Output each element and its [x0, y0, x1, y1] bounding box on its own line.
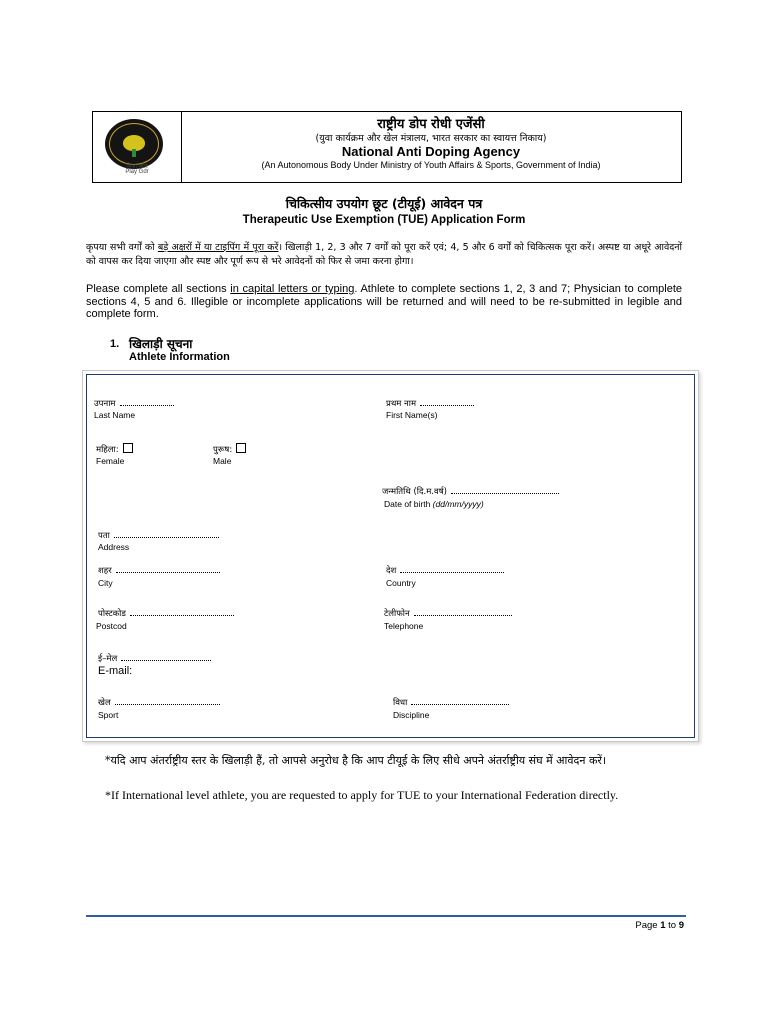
male-checkbox[interactable]: [236, 443, 246, 453]
discipline-field[interactable]: विधा: [393, 697, 509, 708]
city-label: City: [98, 578, 113, 588]
female-checkbox[interactable]: [123, 443, 133, 453]
discipline-label: Discipline: [393, 710, 430, 720]
logo-caption-hi: निजा खेल: [126, 164, 148, 170]
section-number: 1.: [110, 338, 120, 350]
last-name-field[interactable]: उपनाम: [94, 398, 174, 409]
female-label: Female: [96, 456, 125, 466]
international-note-hi: *यदि आप अंतर्राष्ट्रीय स्तर के खिलाड़ी हैं, तो आपसे अनुरोध है कि आप टीयूई के लिए सीधे अपने अंतर्राष्ट्रीय संघ में आवेदन करें।: [105, 754, 607, 767]
postcode-field[interactable]: पोस्टकोड: [98, 608, 234, 619]
international-note-en: *If International level athlete, you are requested to apply for TUE to your International Federation directly.: [105, 788, 619, 802]
form-title-en: Therapeutic Use Exemption (TUE) Application Form: [242, 214, 526, 226]
male-checkbox-row: पुरूष:: [213, 443, 246, 455]
section-title-hi: खिलाड़ी सूचना: [129, 337, 193, 351]
agency-title-en: National Anti Doping Agency: [341, 144, 521, 159]
header-box: [92, 111, 682, 183]
instructions-en-emphasis: in capital letters or typing: [230, 283, 355, 295]
agency-title-hi: राष्ट्रीय डोप रोधी एजेंसी: [377, 117, 485, 132]
sport-label: Sport: [98, 710, 119, 720]
sport-field[interactable]: खेल: [98, 697, 220, 708]
dob-field[interactable]: जन्मतिथि (दि.म.वर्ष): [382, 486, 559, 497]
email-field[interactable]: ई–मेल: [98, 653, 211, 664]
logo-caption-en: Play Gdr: [125, 169, 149, 175]
male-label: Male: [213, 456, 232, 466]
dob-label: Date of birth (dd/mm/yyyy): [384, 499, 484, 509]
instructions-en: Please complete all sections in capital letters or typing. Athlete to complete sections 1, 2, 3 and 7; Physician to complete sections 4, 5 and 6. Illegible or incomplete applications will be returned and will need to be re-submitted in legible and complete form.: [86, 283, 682, 321]
instructions-hi: कृपया सभी वर्गों को बड़े अक्षरों में या टाइपिंग में पूरा करें। खिलाड़ी 1, 2, 3 और 7 वर्गों को पूरा करें एवं; 4, 5 और 6 वर्गों को चिकित्सक पूरा करें। अस्पष्ट या अधूरे आवेदनों को वापस कर दिया जाएगा और स्पष्ट और पूर्ण रूप से भरे आवेदनों को फिर से जमा करना होगा।: [86, 242, 683, 267]
last-name-label: Last Name: [94, 410, 136, 420]
city-field[interactable]: शहर: [98, 565, 220, 576]
agency-subtitle-en: (An Autonomous Body Under Ministry of Youth Affairs & Sports, Government of India): [261, 160, 601, 170]
logo: [93, 112, 182, 182]
country-field[interactable]: देश: [386, 565, 504, 576]
address-field[interactable]: पता: [98, 530, 219, 541]
female-checkbox-row: महिला:: [96, 443, 133, 455]
address-label: Address: [98, 542, 130, 552]
instructions-hi-emphasis: बड़े अक्षरों में या टाइपिंग में पूरा करें: [157, 242, 279, 253]
telephone-field[interactable]: टेलीफोन: [384, 608, 512, 619]
email-label: E-mail:: [98, 665, 133, 677]
form-title-hi: चिकित्सीय उपयोग छूट (टीयूई) आवेदन पत्र: [285, 196, 483, 211]
country-label: Country: [386, 578, 416, 588]
first-name-label: First Name(s): [386, 410, 438, 420]
section-title-en: Athlete Information: [129, 351, 230, 363]
agency-subtitle-hi: (युवा कार्यक्रम और खेल मंत्रालय, भारत सरकार का स्वायत्त निकाय): [315, 133, 547, 144]
page-number: Page 1 to 9: [635, 920, 684, 931]
first-name-field[interactable]: प्रथम नाम: [386, 398, 474, 409]
athlete-info-box: [82, 370, 699, 742]
footer-divider: [86, 915, 686, 917]
postcode-label: Postcod: [96, 621, 127, 631]
telephone-label: Telephone: [384, 621, 424, 631]
